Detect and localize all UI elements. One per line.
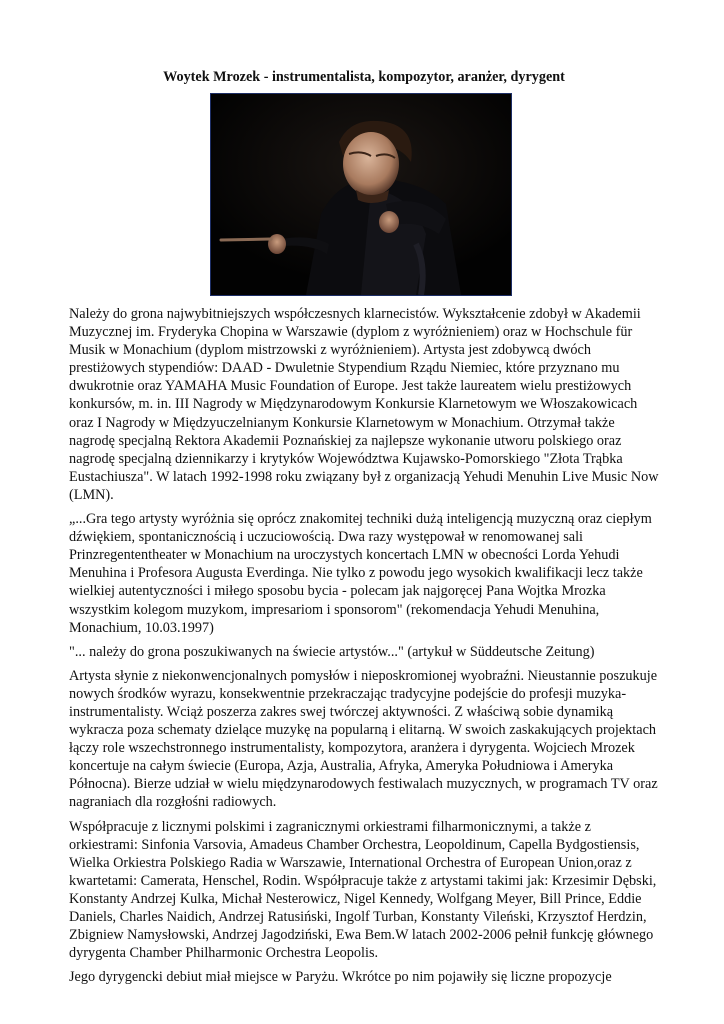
biography-text	[69, 305, 659, 992]
paragraph-collaborations: Współpracuje z licznymi polskimi i zagranicznymi orkiestrami filharmonicznymi, a także z orkiestrami: Sinfonia Varsovia, Amadeus Chamber Orchestra, Leopoldinum, Capella Bydgostiensis, Wielka Orkiestra Polskiego Radia w Warszawie, International Orchestra of European Union,oraz z kwartetami: Camerata, Henschel, Rodin. Współpracuje także z artystami takimi jak: Krzesimir Dębski, Konstanty Andrzej Kulka, Michał Nesterowicz, Nigel Kennedy, Wolfgang Meyer, Bill Prince, Eddie Daniels, Charles Naidich, Andrzej Ratusiński, Ingolf Turban, Konstanty Vileński, Krzysztof Herdzin, Zbigniew Namysłowski, Andrzej Jagodziński, Ewa Bem.W latach 2002-2006 pełnił funkcję głównego dyrygenta Chamber Philharmonic Orchestra Leopolis.	[69, 818, 657, 962]
paragraph-education: Należy do grona najwybitniejszych współczesnych klarnecistów. Wykształcenie zdobył w Akademii Muzycznej im. Fryderyka Chopina w Warszawie (dyplom z wyróżnieniem) oraz w Hochschule für Musik w Monachium (dyplom mistrzowski z wyróżnieniem). Artysta jest zdobywcą dwóch prestiżowych stypendiów: DAAD - Dwuletnie Stypendium Rządu Niemiec, które przyznano mu dwukrotnie oraz YAMAHA Music Foundation of Europe. Jest także laureatem wielu prestiżowych konkursów, m. in. III Nagrody w Międzynarodowym Konkursie Klarnetowym we Włoszakowicach oraz I Nagrody w Międzyuczelnianym Konkursie Klarnetowym w Monachium. Otrzymał także nagrodę specjalną Rektora Akademii Poznańskiej za najlepsze wykonanie utworu polskiego oraz nagrodę specjalną dziennikarzy i krytyków Województwa Kujawsko-Pomorskiego "Złota Trąbka Eustachiusza". W latach 1992-1998 roku związany był z organizacją Yehudi Menuhin Live Music Now (LMN).	[69, 306, 659, 503]
paragraph-menuhin-quote: „...Gra tego artysty wyróżnia się oprócz znakomitej techniki dużą inteligencją muzyczną oraz ciepłym dźwiękiem, spontanicznością i uczuciowością. Dwa razy występował w renomowanej sali Prinzregententheater w Monachium na uroczystych koncertach LMN w obecności Lorda Yehudi Menuhina i Profesora Augusta Everdinga. Nie tylko z powodu jego wysokich kwalifikacji lecz także wielkiej autentyczności i miłego sposobu bycia - polecam jak najgoręcej Pana Wojtka Mrozka wszystkim kolegom muzykom, impresariom i sponsorom" (rekomendacja Yehudi Menuhina, Monachium, 10.03.1997)	[69, 511, 652, 636]
conductor-photo	[210, 93, 512, 296]
paragraph-artistry: Artysta słynie z niekonwencjonalnych pomysłów i nieposkromionej wyobraźni. Nieustannie poszukuje nowych środków wyrazu, konsekwentnie przekraczając tradycyjne podejście do profesji muzyka- instrumentalisty. Wciąż poszerza zakres swej twórczej aktywności. Z właściwą sobie dynamiką wykracza poza schematy dzielące muzykę na popularną i elitarną. W swoich zaskakujących projektach łączy role wszechstronnego instrumentalisty, kompozytora, aranżera i dyrygenta. Wojciech Mrozek koncertuje na całym świecie (Europa, Azja, Australia, Afryka, Ameryka Południowa i Ameryka Północna). Bierze udział w wielu międzynarodowych festiwalach muzycznych, w programach TV oraz nagraniach dla rozgłośni radiowych.	[69, 667, 658, 811]
conductor-photo-icon	[211, 94, 511, 295]
paragraph-conducting: Jego dyrygencki debiut miał miejsce w Paryżu. Wkrótce po nim pojawiły się liczne propozycje	[69, 969, 612, 986]
document-title: Woytek Mrozek - instrumentalista, kompozytor, aranżer, dyrygent	[163, 69, 565, 85]
paragraph-press-quote: "... należy do grona poszukiwanych na świecie artystów..." (artykuł w Süddeutsche Zeitung)	[69, 643, 595, 660]
